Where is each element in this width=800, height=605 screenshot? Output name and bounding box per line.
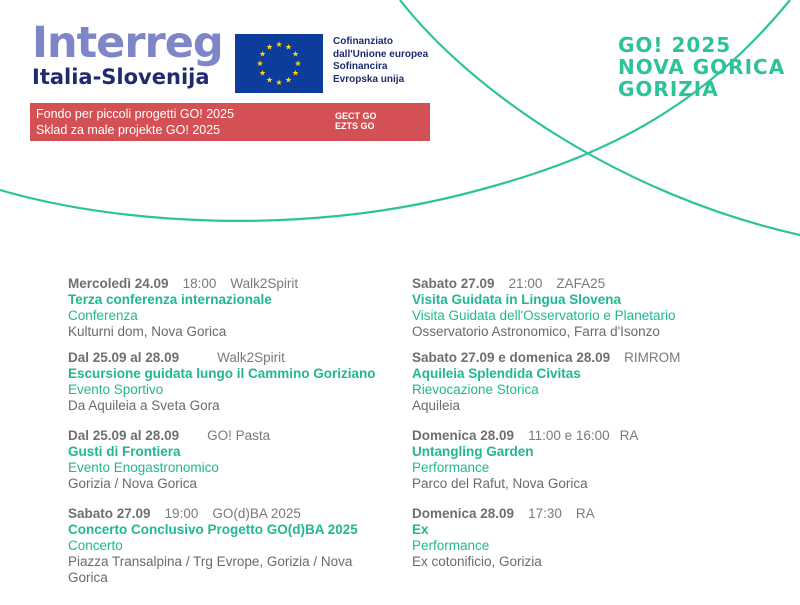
fund-line-italian: Fondo per piccoli progetti GO! 2025 xyxy=(36,107,235,121)
event-organizer: RIMROM xyxy=(624,350,681,365)
gect-logo xyxy=(335,111,377,131)
event-organizer: GO(d)BA 2025 xyxy=(212,506,301,521)
event-item xyxy=(412,428,752,492)
event-type: Performance xyxy=(412,538,490,553)
gect-line: EZTS GO xyxy=(335,121,375,131)
event-date: Domenica 28.09 xyxy=(412,428,515,443)
event-date: Sabato 27.09 e domenica 28.09 xyxy=(412,350,611,365)
event-title: Ex xyxy=(412,522,429,537)
event-header xyxy=(68,506,388,522)
event-place: Parco del Rafut, Nova Gorica xyxy=(412,476,588,491)
event-place: Da Aquileia a Sveta Gora xyxy=(68,398,220,413)
eu-text-line: Sofinancira xyxy=(333,61,388,72)
event-place: Aquileia xyxy=(412,398,461,413)
event-item xyxy=(68,428,388,492)
go-logo-line: NOVA GORICA xyxy=(618,55,786,79)
event-place: Kulturni dom, Nova Gorica xyxy=(68,324,227,339)
eu-text-line: dall'Unione europea xyxy=(333,48,429,60)
event-time: 11:00 e 16:00 xyxy=(528,428,610,443)
event-organizer: RA xyxy=(619,428,639,443)
event-date: Dal 25.09 al 28.09 xyxy=(68,428,180,443)
event-place: Piazza Transalpina / Trg Evrope, Gorizia / Nova Gorica xyxy=(68,554,353,585)
event-item xyxy=(412,276,752,340)
event-organizer: RA xyxy=(575,506,595,521)
go-logo-line: GO! 2025 xyxy=(618,33,732,57)
event-item xyxy=(412,350,752,414)
event-title: Visita Guidata in Lingua Slovena xyxy=(412,292,622,307)
eu-text-line: Cofinanziato xyxy=(333,36,393,47)
event-date: Domenica 28.09 xyxy=(412,506,515,521)
event-header xyxy=(412,350,752,366)
event-time: 17:30 xyxy=(528,506,562,521)
go2025-logo xyxy=(618,34,785,100)
event-place: Gorizia / Nova Gorica xyxy=(68,476,198,491)
event-organizer: Walk2Spirit xyxy=(217,350,285,365)
event-item xyxy=(68,506,388,586)
event-header xyxy=(68,276,388,292)
event-item xyxy=(412,506,752,570)
event-header xyxy=(412,506,752,522)
event-header xyxy=(68,350,388,366)
event-type: Evento Sportivo xyxy=(68,382,164,397)
event-organizer: Walk2Spirit xyxy=(230,276,299,291)
event-date: Sabato 27.09 xyxy=(412,276,495,291)
event-time: 18:00 xyxy=(182,276,217,291)
event-date: Sabato 27.09 xyxy=(68,506,151,521)
eu-flag-icon xyxy=(235,34,323,93)
event-type: Visita Guidata dell'Osservatorio e Planetario xyxy=(412,308,676,323)
events-column-left xyxy=(68,276,388,596)
event-date: Mercoledì 24.09 xyxy=(68,276,169,291)
event-header xyxy=(412,276,752,292)
event-type: Performance xyxy=(412,460,490,475)
event-title: Concerto Conclusivo Progetto GO(d)BA 2025 xyxy=(68,522,358,537)
interreg-logo-title: Interreg xyxy=(32,18,223,68)
event-type: Concerto xyxy=(68,538,123,553)
event-place: Osservatorio Astronomico, Farra d'Isonzo xyxy=(412,324,660,339)
event-type: Conferenza xyxy=(68,308,138,323)
event-time: 19:00 xyxy=(164,506,199,521)
event-place: Ex cotonificio, Gorizia xyxy=(412,554,542,569)
eu-cofunding-text xyxy=(333,36,428,86)
event-header xyxy=(68,428,388,444)
event-date: Dal 25.09 al 28.09 xyxy=(68,350,180,365)
event-time: 21:00 xyxy=(508,276,543,291)
event-title: Terza conferenza internazionale xyxy=(68,292,272,307)
event-header xyxy=(412,428,752,444)
gect-line: GECT GO xyxy=(335,111,377,121)
event-title: Aquileia Splendida Civitas xyxy=(412,366,581,381)
event-title: Escursione guidata lungo il Cammino Goriziano xyxy=(68,366,376,381)
event-item xyxy=(68,276,388,340)
events-column-right xyxy=(412,276,752,580)
go-logo-line: GORIZIA xyxy=(618,77,719,101)
event-organizer: ZAFA25 xyxy=(556,276,606,291)
event-type: Rievocazione Storica xyxy=(412,382,539,397)
event-title: Gusti di Frontiera xyxy=(68,444,181,459)
event-organizer: GO! Pasta xyxy=(207,428,271,443)
event-item xyxy=(68,350,388,414)
event-type: Evento Enogastronomico xyxy=(68,460,219,475)
eu-text-line: Evropska unija xyxy=(333,73,405,85)
event-title: Untangling Garden xyxy=(412,444,534,459)
interreg-logo-subtitle: Italia-Slovenija xyxy=(32,65,210,89)
small-projects-fund-banner xyxy=(30,103,430,141)
fund-line-slovenian: Sklad za male projekte GO! 2025 xyxy=(36,123,221,137)
